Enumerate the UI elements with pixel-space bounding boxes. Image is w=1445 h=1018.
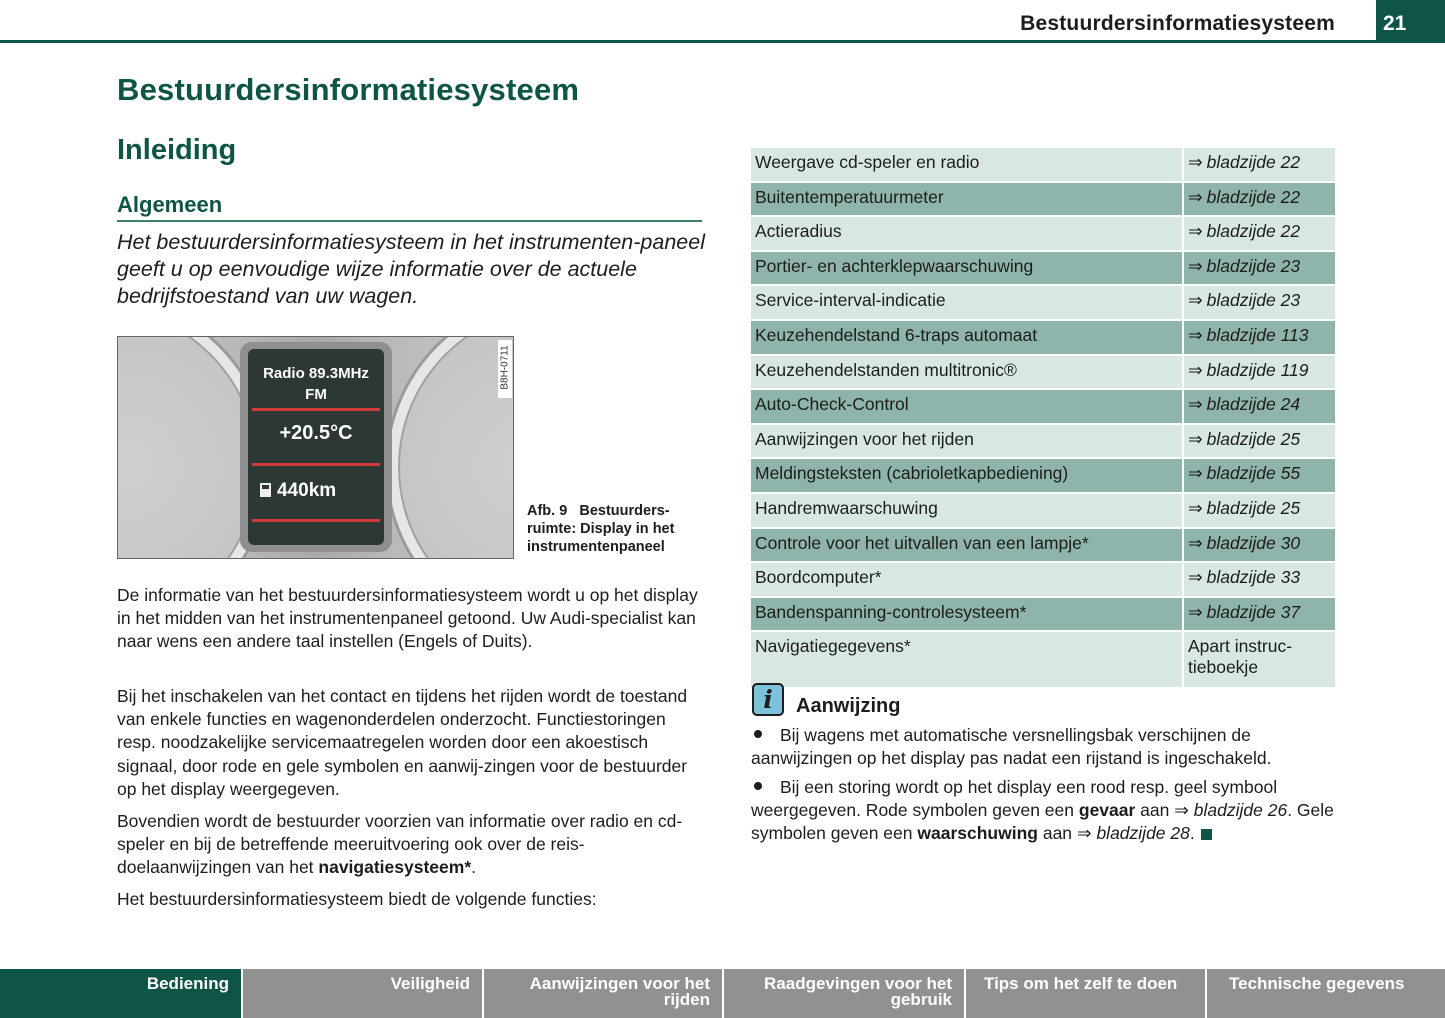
figure-code-text: B8H-0711 <box>499 345 511 390</box>
arrow-icon: ⇒ <box>1188 324 1203 345</box>
page-reference[interactable] <box>1183 493 1335 528</box>
function-name: Meldingsteksten (cabrioletkapbediening) <box>751 458 1183 493</box>
arrow-icon: ⇒ <box>1188 186 1203 207</box>
p3-text: Bovendien wordt de bestuurder voorzien van informatie over radio en cd-speler en bij de betreffende meeruitvoering ook over de reis-doelaanwijzingen van het <box>117 811 683 878</box>
arrow-icon: ⇒ <box>1188 567 1203 588</box>
nav-tab-raadgevingen-gebruik[interactable]: Raadgevingen voor het gebruik <box>724 969 964 1018</box>
page-reference[interactable] <box>1183 597 1335 632</box>
body-paragraph-4: Het bestuurdersinformatiesysteem biedt de volgende functies: <box>117 889 597 909</box>
table-row <box>751 631 1335 688</box>
body-paragraph-3 <box>117 810 707 880</box>
function-name: Portier- en achterklepwaarschuwing <box>751 251 1183 286</box>
table-row <box>751 216 1335 251</box>
navigation-system-term: navigatiesysteem* <box>318 857 472 878</box>
section-title: Inleiding <box>117 134 237 166</box>
driver-info-display <box>248 349 384 545</box>
display-radio-frequency: Radio 89.3MHz <box>263 365 369 382</box>
right-gauge <box>388 336 514 559</box>
arrow-icon: ⇒ <box>1188 601 1203 622</box>
page-reference[interactable] <box>1183 389 1335 424</box>
info-icon-glyph: i <box>763 685 773 714</box>
header-rule <box>0 40 1445 43</box>
table-row <box>751 562 1335 597</box>
table-row <box>751 251 1335 286</box>
table-row <box>751 493 1335 528</box>
arrow-icon: ⇒ <box>1188 497 1203 518</box>
table-row <box>751 182 1335 217</box>
display-radio-info <box>248 363 384 405</box>
table-row <box>751 528 1335 563</box>
chapter-title: Bestuurdersinformatiesysteem <box>117 72 580 107</box>
instrument-panel-figure <box>117 336 514 559</box>
note-bold-warning: waarschuwing <box>917 823 1038 844</box>
function-name: Controle voor het uitvallen van een lampje* <box>751 528 1183 563</box>
page-reference-link[interactable]: bladzijde 28 <box>1096 823 1190 844</box>
nav-tab-veiligheid[interactable]: Veiligheid <box>243 969 482 1018</box>
page-reference-link[interactable]: bladzijde 22 <box>1206 186 1301 207</box>
note-item-1 <box>751 724 1341 770</box>
table-row <box>751 355 1335 390</box>
figure-caption-text: Bestuurders-ruimte: Display in het instrumentenpaneel <box>527 503 675 555</box>
page-reference[interactable] <box>1183 216 1335 251</box>
arrow-icon: ⇒ <box>1188 152 1203 172</box>
table-row <box>751 285 1335 320</box>
fuel-pump-icon <box>260 483 271 497</box>
display-divider <box>252 463 380 466</box>
function-name: Bandenspanning-controlesysteem* <box>751 597 1183 632</box>
info-icon <box>752 683 784 716</box>
page-reference-link[interactable]: bladzijde 55 <box>1206 463 1301 484</box>
note-bold-danger: gevaar <box>1078 800 1136 821</box>
page-reference[interactable] <box>1183 458 1335 493</box>
note-text: Bij een storing wordt op het display een rood resp. geel symbool weergegeven. Rode symbolen geven een <box>751 777 1278 821</box>
arrow-icon: ⇒ <box>1188 394 1203 415</box>
page-reference-link[interactable]: bladzijde 22 <box>1206 221 1301 242</box>
arrow-icon: ⇒ <box>1174 800 1189 821</box>
table-row <box>751 148 1335 182</box>
function-name: Handremwaarschuwing <box>751 493 1183 528</box>
p3-end: . <box>471 857 477 878</box>
page-reference <box>1183 631 1335 688</box>
running-header-title: Bestuurdersinformatiesysteem <box>1020 12 1335 35</box>
note-title: Aanwijzing <box>796 695 901 717</box>
intro-paragraph: Het bestuurdersinformatiesysteem in het instrumenten-paneel geeft u op eenvoudige wijze informatie over de actuele bedrijfstoestand van uw wagen. <box>117 230 705 308</box>
page-reference[interactable] <box>1183 320 1335 355</box>
page-reference-link[interactable]: bladzijde 119 <box>1206 359 1309 380</box>
page-reference-link[interactable]: bladzijde 26 <box>1193 800 1288 821</box>
table-row <box>751 320 1335 355</box>
function-name: Keuzehendelstand 6-traps automaat <box>751 320 1183 355</box>
nav-tab-technische-gegevens[interactable]: Technische gegevens <box>1207 969 1445 1018</box>
table-row <box>751 424 1335 459</box>
display-divider <box>252 519 380 522</box>
arrow-icon: ⇒ <box>1188 255 1203 276</box>
note-text: . Gele symbolen geven een <box>751 800 1334 844</box>
bullet-icon <box>754 782 762 790</box>
function-name: Navigatiegegevens* <box>751 631 1183 688</box>
figure-code <box>498 340 512 398</box>
page-reference-link[interactable]: bladzijde 37 <box>1206 601 1301 622</box>
nav-tab-bediening[interactable]: Bediening <box>0 969 241 1018</box>
page-reference[interactable] <box>1183 148 1335 182</box>
note-text: aan <box>1037 823 1077 844</box>
arrow-icon: ⇒ <box>1188 463 1203 484</box>
display-range-value: 440km <box>277 480 337 501</box>
page-reference-link[interactable]: bladzijde 22 <box>1206 152 1301 172</box>
note-text: . <box>1189 823 1195 844</box>
arrow-icon: ⇒ <box>1188 532 1203 553</box>
note-item-1-text: Bij wagens met automatische versnellingsbak verschijnen de aanwijzingen op het display pas nadat een rijstand is ingeschakeld. <box>751 725 1272 769</box>
separate-manual-note: Apart instruc-tieboekje <box>1188 636 1293 678</box>
arrow-icon: ⇒ <box>1188 290 1203 311</box>
function-name: Weergave cd-speler en radio <box>751 148 1183 182</box>
page-reference-link[interactable]: bladzijde 23 <box>1206 290 1301 311</box>
display-range <box>260 480 336 502</box>
body-paragraph-1: De informatie van het bestuurdersinformatiesysteem wordt u op het display in het midden van het instrumentenpaneel getoond. Uw Audi-specialist kan naar wens een andere taal instellen (Engels of Duits). <box>117 585 698 652</box>
end-of-section-icon <box>1201 829 1212 840</box>
body-paragraph-2: Bij het inschakelen van het contact en tijdens het rijden wordt de toestand van enkele functies en wagenonderdelen onderzocht. Functiestoringen resp. noodzakelijke servicemaatregelen worden door een akoestisch signaal, door rode en gele symbolen en aanwij-zingen voor de bestuurder op het display weergegeven. <box>117 686 688 799</box>
display-temperature: +20.5°C <box>279 422 353 444</box>
table-row <box>751 389 1335 424</box>
figure-caption-label: Afb. 9 <box>527 503 568 519</box>
page-reference[interactable] <box>1183 355 1335 390</box>
subsection-rule <box>117 220 702 222</box>
arrow-icon: ⇒ <box>1076 823 1092 844</box>
function-name: Service-interval-indicatie <box>751 285 1183 320</box>
page-reference-link[interactable]: bladzijde 113 <box>1206 324 1309 345</box>
arrow-icon: ⇒ <box>1188 428 1203 449</box>
figure-caption <box>527 502 707 556</box>
display-divider <box>252 408 380 411</box>
page-reference-link[interactable]: bladzijde 33 <box>1206 567 1301 588</box>
arrow-icon: ⇒ <box>1188 359 1203 380</box>
bullet-icon <box>754 730 762 738</box>
function-name: Buitentemperatuurmeter <box>751 182 1183 217</box>
page-reference-link[interactable]: bladzijde 25 <box>1206 428 1301 449</box>
page-reference[interactable] <box>1183 424 1335 459</box>
page-reference-link[interactable]: bladzijde 23 <box>1206 255 1301 276</box>
page-reference[interactable] <box>1183 251 1335 286</box>
table-row <box>751 458 1335 493</box>
page-reference-link[interactable]: bladzijde 24 <box>1206 394 1301 415</box>
page-reference[interactable] <box>1183 285 1335 320</box>
function-name: Boordcomputer* <box>751 562 1183 597</box>
function-name: Auto-Check-Control <box>751 389 1183 424</box>
note-item-2 <box>751 776 1341 846</box>
page-reference[interactable] <box>1183 182 1335 217</box>
functions-table <box>751 148 1335 689</box>
page-reference-link[interactable]: bladzijde 25 <box>1206 497 1301 518</box>
chapter-nav <box>0 969 1445 1018</box>
page-reference-link[interactable]: bladzijde 30 <box>1206 532 1301 553</box>
function-name: Aanwijzingen voor het rijden <box>751 424 1183 459</box>
subsection-title: Algemeen <box>117 192 223 217</box>
page-number: 21 <box>1383 12 1407 35</box>
arrow-icon: ⇒ <box>1188 221 1203 242</box>
page-reference[interactable] <box>1183 528 1335 563</box>
nav-tab-tips-zelf-doen[interactable]: Tips om het zelf te doen <box>966 969 1205 1018</box>
function-name: Actieradius <box>751 216 1183 251</box>
nav-tab-aanwijzingen-rijden[interactable]: Aanwijzingen voor het rijden <box>484 969 722 1018</box>
page-reference[interactable] <box>1183 562 1335 597</box>
table-row <box>751 597 1335 632</box>
note-text: aan <box>1135 800 1175 821</box>
function-name: Keuzehendelstanden multitronic® <box>751 355 1183 390</box>
display-radio-band: FM <box>305 386 327 403</box>
